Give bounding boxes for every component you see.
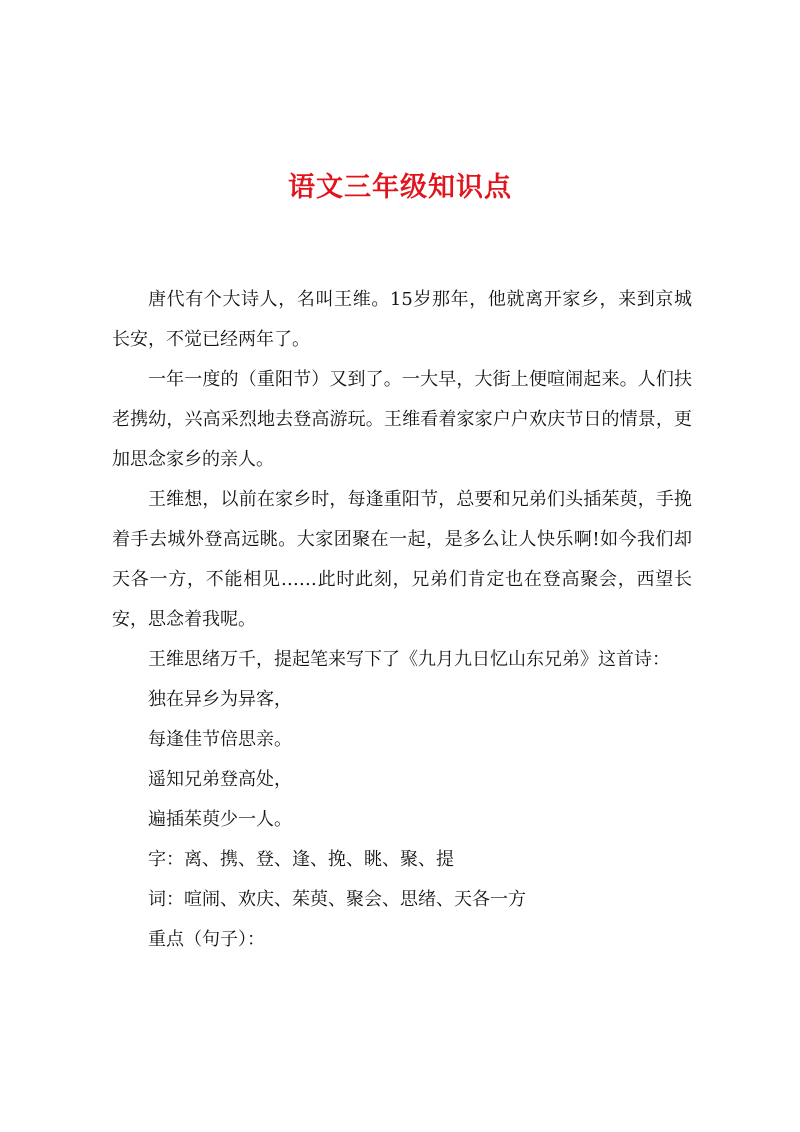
paragraph-memory: 王维想，以前在家乡时，每逢重阳节，总要和兄弟们头插茱萸，手挽着手去城外登高远眺。大家团聚在一起，是多么让人快乐啊!如今我们却天各一方，不能相见……此时此刻，兄弟们肯定也在登高聚会，西望长安，思念着我呢。 (112, 489, 692, 630)
character-list: 字：离、携、登、逢、挽、眺、聚、提 (148, 849, 454, 870)
poem-line: 独在异乡为异客， (148, 689, 292, 710)
key-sentences-heading: 重点（句子）： (148, 929, 265, 950)
poem-line: 遥知兄弟登高处， (148, 769, 292, 790)
poem-intro-line: 王维思绪万千，提起笔来写下了《九月九日忆山东兄弟》这首诗： (148, 649, 670, 670)
poem-line: 遍插茱萸少一人。 (148, 809, 292, 830)
paragraph-intro: 唐代有个大诗人，名叫王维。15岁那年，他就离开家乡，来到京城长安，不觉已经两年了。 (112, 289, 692, 350)
word-list: 词：喧闹、欢庆、茱萸、聚会、思绪、天各一方 (148, 889, 526, 910)
paragraph-festival: 一年一度的（重阳节）又到了。一大早，大街上便喧闹起来。人们扶老携幼，兴高采烈地去登高游玩。王维看着家家户户欢庆节日的情景，更加思念家乡的亲人。 (112, 369, 692, 470)
document-body (112, 280, 692, 960)
page-title: 语文三年级知识点 (288, 172, 512, 203)
poem-line: 每逢佳节倍思亲。 (148, 729, 292, 750)
